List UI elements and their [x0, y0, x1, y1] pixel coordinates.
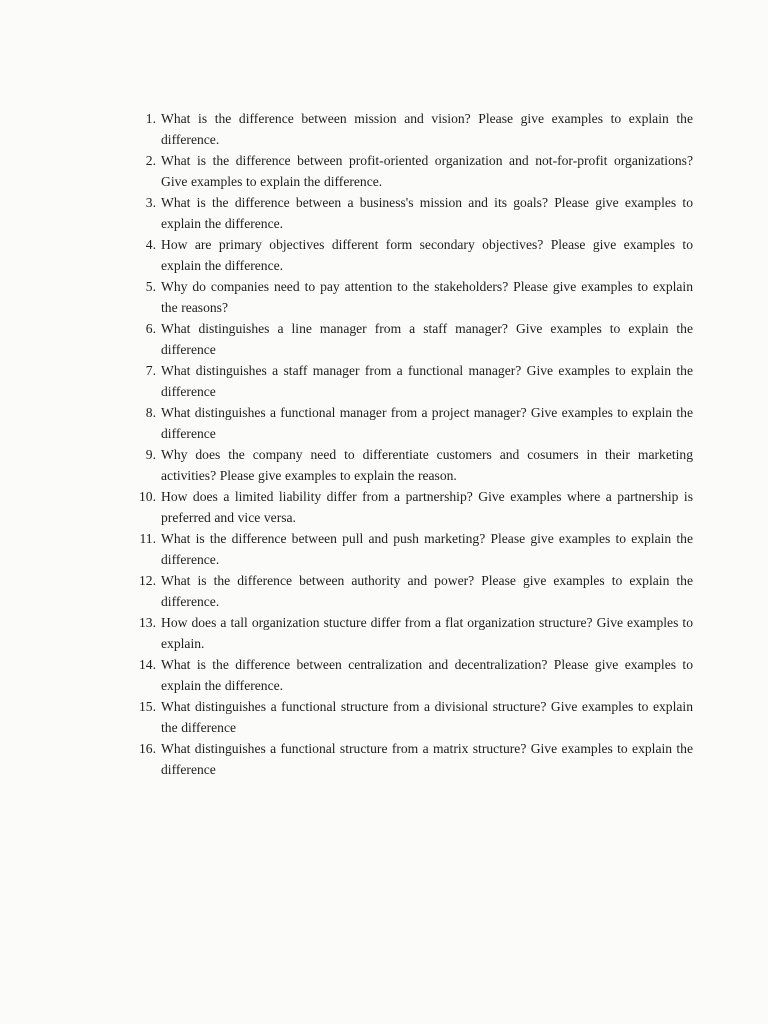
question-item-4 — [0, 234, 768, 276]
question-text: What is the difference between mission and vision? Please give examples to explain the difference. — [161, 111, 693, 147]
question-item-10 — [0, 486, 768, 528]
question-number: 2. — [145, 153, 156, 168]
question-text: What distinguishes a staff manager from a functional manager? Give examples to explain the difference — [161, 363, 693, 399]
question-item-2 — [0, 150, 768, 192]
question-number: 8. — [145, 405, 156, 420]
question-item-15 — [0, 696, 768, 738]
question-number: 3. — [145, 195, 156, 210]
question-number: 10. — [139, 489, 156, 504]
question-number: 11. — [139, 531, 156, 546]
question-item-6 — [0, 318, 768, 360]
question-number: 13. — [139, 615, 156, 630]
question-number: 9. — [145, 447, 156, 462]
question-text: What is the difference between centralization and decentralization? Please give examples to explain the difference. — [161, 657, 693, 693]
question-number: 16. — [139, 741, 156, 756]
question-number: 1. — [145, 111, 156, 126]
question-number: 6. — [145, 321, 156, 336]
question-item-9 — [0, 444, 768, 486]
question-text: What is the difference between profit-oriented organization and not-for-profit organizations? Give examples to explain the difference. — [161, 153, 693, 189]
question-item-3 — [0, 192, 768, 234]
question-text: What distinguishes a functional structure from a divisional structure? Give examples to explain the difference — [161, 699, 693, 735]
question-text: What distinguishes a functional manager from a project manager? Give examples to explain the difference — [161, 405, 693, 441]
question-text: What distinguishes a line manager from a staff manager? Give examples to explain the difference — [161, 321, 693, 357]
question-list — [0, 108, 768, 780]
question-item-12 — [0, 570, 768, 612]
question-text: What distinguishes a functional structure from a matrix structure? Give examples to explain the difference — [161, 741, 693, 777]
question-text: How are primary objectives different form secondary objectives? Please give examples to explain the difference. — [161, 237, 693, 273]
question-item-16 — [0, 738, 768, 780]
question-item-1 — [0, 108, 768, 150]
question-item-13 — [0, 612, 768, 654]
question-text: Why does the company need to differentiate customers and cosumers in their marketing activities? Please give examples to explain the reason. — [161, 447, 693, 483]
question-number: 14. — [139, 657, 156, 672]
question-text: Why do companies need to pay attention to the stakeholders? Please give examples to explain the reasons? — [161, 279, 693, 315]
question-text: What is the difference between pull and push marketing? Please give examples to explain the difference. — [161, 531, 693, 567]
question-item-14 — [0, 654, 768, 696]
question-number: 5. — [145, 279, 156, 294]
question-number: 12. — [139, 573, 156, 588]
question-item-7 — [0, 360, 768, 402]
question-text: How does a tall organization stucture differ from a flat organization structure? Give examples to explain. — [161, 615, 693, 651]
question-item-8 — [0, 402, 768, 444]
question-item-11 — [0, 528, 768, 570]
question-text: What is the difference between a business's mission and its goals? Please give examples to explain the difference. — [161, 195, 693, 231]
question-number: 15. — [139, 699, 156, 714]
question-text: What is the difference between authority and power? Please give examples to explain the difference. — [161, 573, 693, 609]
question-item-5 — [0, 276, 768, 318]
question-number: 7. — [145, 363, 156, 378]
question-number: 4. — [145, 237, 156, 252]
question-text: How does a limited liability differ from a partnership? Give examples where a partnership is preferred and vice versa. — [161, 489, 693, 525]
